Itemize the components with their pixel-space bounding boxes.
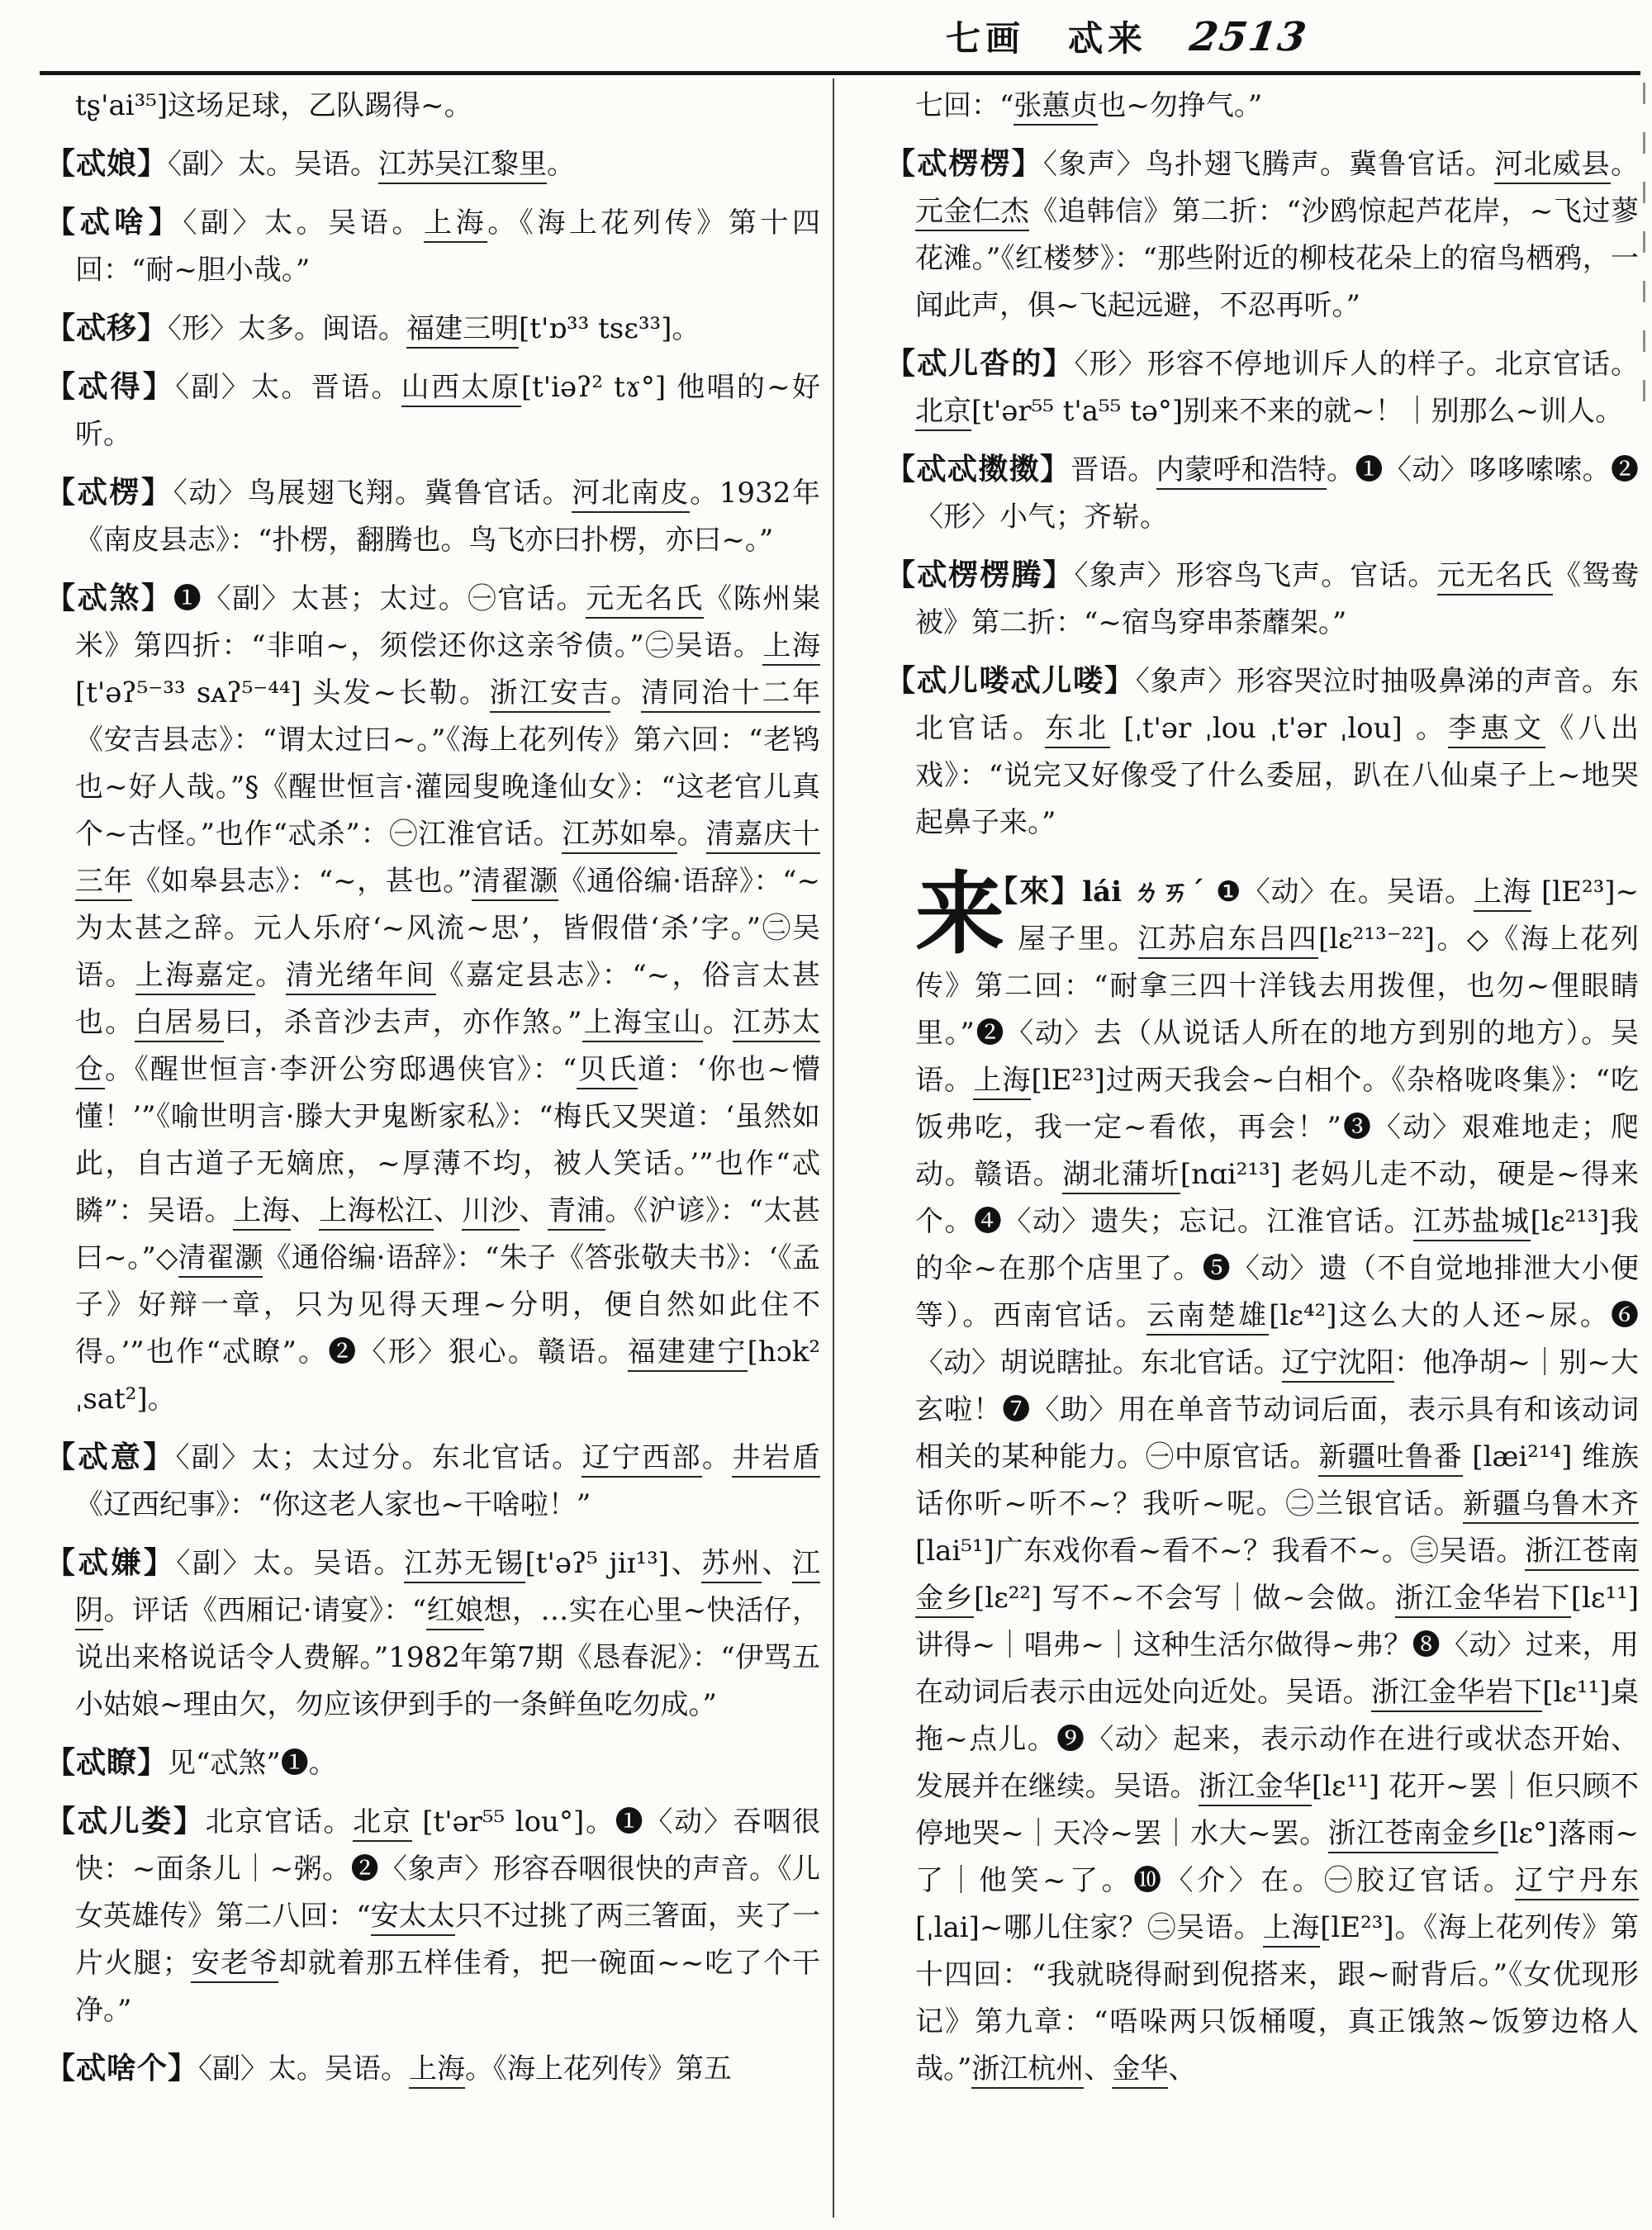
left-column (45, 83, 820, 2104)
entry-headword: 【忒娘】 (45, 146, 169, 181)
underlined-place-name: 安太太 (371, 1900, 455, 1936)
underlined-place-name: 清翟灏 (178, 1241, 263, 1278)
entry-headword: 【忒意】 (45, 1440, 176, 1474)
underlined-place-name: 山西太原 (401, 371, 521, 407)
entry-headword: 【忒煞】 (45, 581, 173, 615)
dictionary-entry (45, 1434, 820, 1529)
underlined-place-name: 清光绪年间 (286, 959, 436, 995)
underlined-place-name: 上海 (1474, 875, 1531, 912)
dictionary-entry (885, 552, 1639, 647)
underlined-place-name: 苏州 (701, 1547, 762, 1583)
dictionary-entry (45, 305, 820, 353)
underlined-place-name: 北京 (353, 1805, 411, 1842)
underlined-place-name: 江苏如皋 (562, 818, 676, 854)
entry-headword: 【忒楞】 (45, 475, 173, 510)
underlined-place-name: 清嘉庆十三年 (75, 818, 820, 901)
underlined-place-name: 上海松江 (319, 1194, 434, 1231)
dictionary-entry (45, 469, 820, 564)
entry-headword: 【忒楞楞】 (885, 146, 1043, 181)
underlined-place-name: 浙江杭州 (971, 2052, 1084, 2089)
underlined-place-name: 金华 (1112, 2052, 1168, 2089)
page-number: 2513 (1187, 14, 1311, 60)
underlined-place-name: 元无名氏 (1437, 559, 1553, 595)
dictionary-entry (45, 2045, 820, 2093)
underlined-place-name: 浙江苍南金乡 (1328, 1817, 1499, 1853)
underlined-place-name: 清翟灏 (472, 865, 558, 901)
underlined-place-name: 云南楚雄 (1146, 1299, 1269, 1336)
entry-body: 〈副〉太。吴语。上海。《海上花列传》第五 (198, 2052, 732, 2089)
entry-body: 〈副〉太。吴语。上海。《海上花列传》第十四回：“耐~胆小哉。” (75, 206, 821, 287)
entry-pronunciation: lái ㄌㄞˊ (1082, 875, 1217, 909)
entry-body: 〈副〉太；太过分。东北官话。辽宁西部。井岩盾《辽西纪事》：“你这老人家也~干啥啦！” (75, 1441, 820, 1521)
underlined-place-name: 清同治十二年 (641, 676, 820, 713)
underlined-place-name: 李惠文 (1448, 712, 1545, 748)
header-rule (40, 71, 1640, 75)
entry-headword: 【忒啥】 (45, 205, 183, 240)
underlined-place-name: 新疆吐鲁番 (1318, 1440, 1462, 1477)
underlined-place-name: 安老爷 (191, 1947, 279, 1983)
dictionary-entry (45, 140, 820, 188)
dictionary-entry (45, 363, 820, 458)
entry-body: 七回：“张蕙贞也~勿挣气。” (915, 89, 1262, 126)
entry-body: 〈副〉太。晋语。山西太原[t'iəʔ² tɤ°] 他唱的~好听。 (75, 371, 821, 451)
underlined-place-name: 上海 (1263, 1911, 1321, 1948)
underlined-place-name: 上海 (973, 1064, 1031, 1100)
underlined-place-name: 青浦 (548, 1194, 605, 1231)
entry-body: 〈象声〉形容哭泣时抽吸鼻涕的声音。东北官话。东北 [ˌt'ər ˌlou ˌt'ər ˌlou] 。李惠文《八出戏》：“说完又好像受了什么委屈，趴在八仙桌子上~地哭起鼻子来。” (915, 665, 1640, 839)
underlined-place-name: 江苏启东吕四 (1138, 923, 1318, 959)
underlined-place-name: 张蕙贞 (1014, 89, 1098, 126)
dictionary-entry (45, 1739, 820, 1787)
dictionary-entry (45, 83, 820, 130)
underlined-place-name: 江苏吴江黎里 (378, 148, 547, 184)
underlined-place-name: 贝氏 (577, 1053, 638, 1089)
entry-body: ❶〈副〉太甚；太过。㊀官话。元无名氏《陈州粜米》第四折：“非咱~，须偿还你这亲爷债。”㊁吴语。上海[t'əʔ⁵⁻³³ sᴀʔ⁵⁻⁴⁴] 头发~长勒。浙江安吉。清同治十二年《安吉县志》：“谓太过曰~。”《海上花列传》第六回：“老鸨也~好人哉。”§《醒世恒言·灌园叟晚逢仙女》：“这老官儿真个~古怪。”也作“忒杀”：㊀江淮官话。江苏如皋。清嘉庆十三年《如皋县志》：“~，甚也。”清翟灏《通俗编·语辞》：“~为太甚之辞。元人乐府‘~风流~思’，皆假借‘杀’字。”㊁吴语。上海嘉定。清光绪年间《嘉定县志》：“~，俗言太甚也。白居易曰，杀音沙去声，亦作煞。”上海宝山。江苏太仓。《醒世恒言·李汧公穷邸遇侠官》：“贝氏道：‘你也~懵懂！’”《喻世明言·滕大尹鬼断家私》：“梅氏又哭道：‘虽然如此，自古道子无嫡庶，~厚薄不均，被人笑话。’”也作“忒瞵”：吴语。上海、上海松江、川沙、青浦。《沪谚》：“太甚曰~。”◇清翟灏《通俗编·语辞》：“朱子《答张敬夫书》：‘《孟子》好辩一章，只为见得天理~分明，便自然如此住不得。’”也作“忒瞭”。❷〈形〉狠心。赣语。福建建宁[hɔk² ˌsat²]。 (75, 582, 821, 1416)
underlined-place-name: 河北南皮 (572, 477, 690, 513)
underlined-place-name: 井岩盾 (732, 1441, 820, 1478)
entry-body: tʂ'ai³⁵]这场足球，乙队踢得~。 (75, 89, 472, 122)
scan-edge-artifact (1643, 83, 1645, 429)
underlined-place-name: 新疆乌鲁木齐 (1463, 1487, 1639, 1524)
underlined-place-name: 浙江金华岩下 (1371, 1676, 1542, 1712)
entry-headword: 【忒嫌】 (45, 1545, 177, 1580)
underlined-place-name: 福建三明 (406, 312, 519, 349)
underlined-place-name: 辽宁沈阳 (1282, 1346, 1394, 1383)
dictionary-entry (885, 862, 1640, 2093)
page-header (946, 12, 1311, 61)
underlined-place-name: 浙江苍南金乡 (915, 1535, 1639, 1618)
underlined-place-name: 浙江安吉 (490, 676, 611, 713)
entry-headword: 【忒得】 (45, 369, 176, 404)
dictionary-entry (885, 446, 1639, 541)
right-column (885, 83, 1639, 2104)
underlined-place-name: 上海宝山 (582, 1006, 703, 1042)
entry-headword: 【忒移】 (45, 311, 169, 345)
dictionary-entry (885, 83, 1639, 130)
entry-body: 〈动〉鸟展翅飞翔。冀鲁官话。河北南皮。1932年《南皮县志》：“扑楞，翻腾也。鸟飞亦曰扑楞，亦曰~。” (75, 477, 821, 557)
dictionary-entry (45, 575, 820, 1423)
dictionary-entry (45, 1798, 820, 2034)
underlined-place-name: 内蒙呼和浩特 (1156, 453, 1327, 490)
entry-headword: 【忒忒擞擞】 (885, 452, 1071, 486)
underlined-place-name: 川沙 (462, 1194, 519, 1231)
underlined-place-name: 上海嘉定 (135, 959, 256, 995)
underlined-place-name: 河北威县 (1494, 148, 1611, 184)
entry-head-character: 来 (915, 862, 1005, 966)
entry-headword: 【忒楞楞腾】 (885, 558, 1075, 592)
dictionary-entry (885, 657, 1639, 847)
entry-body: 北京官话。北京 [t'ər⁵⁵ lou°]。❶〈动〉吞咽很快：~面条儿｜~粥。❷〈象声〉形容吞咽很快的声音。《儿女英雄传》第二八回：“安太太只不过挑了两三箸面，夹了一片火腿；安老爷却就着那五样佳肴，把一碗面~~吃了个干净。” (75, 1805, 821, 2027)
underlined-place-name: 湖北蒲圻 (1062, 1158, 1180, 1194)
underlined-place-name: 上海 (233, 1194, 290, 1231)
entry-body: 〈象声〉鸟扑翅飞腾声。冀鲁官话。河北威县。元金仁杰《追韩信》第二折：“沙鸥惊起芦花岸，~飞过蓼花滩。”《红楼梦》：“那些附近的柳枝花朵上的宿鸟栖鸦，一闻此声，俱~飞起远避，不忍再听。” (915, 148, 1640, 322)
entry-body: 〈形〉太多。闽语。福建三明[t'ɒ³³ tsɛ³³]。 (168, 312, 700, 349)
entry-headword: 【忒儿沓的】 (885, 346, 1075, 381)
underlined-place-name: 江阴 (75, 1547, 820, 1630)
entry-body: ❶〈动〉在。吴语。上海 [lE²³]~屋子里。江苏启东吕四[lɛ²¹³⁻²²]。◇《海上花列传》第二回：“耐拿三四十洋钱去用拨俚，也勿~俚眼睛里。”❷〈动〉去（从说话人所在的地方到别的地方）。吴语。上海[lE²³]过两天我会~白相个。《杂格咙咚集》：“吃饭弗吃，我一定~看侬，再会！”❸〈动〉艰难地走；爬动。赣语。湖北蒲圻[nɑi²¹³] 老妈儿走不动，硬是~得来个。❹〈动〉遗失；忘记。江淮官话。江苏盐城[lɛ²¹³]我的伞~在那个店里了。❺〈动〉遗（不自觉地排泄大小便等）。西南官话。云南楚雄[lɛ⁴²]这么大的人还~尿。❻〈动〉胡说瞎扯。东北官话。辽宁沈阳：他净胡~｜别~大玄啦！❼〈助〉用在单音节动词后面，表示具有和该动词相关的某种能力。㊀中原官话。新疆吐鲁番 [læi²¹⁴] 维族话你听~听不~？我听~呢。㊁兰银官话。新疆乌鲁木齐[lai⁵¹]广东戏你看~看不~？我看不~。㊂吴语。浙江苍南金乡[lɛ²²] 写不~不会写｜做~会做。浙江金华岩下[lɛ¹¹]讲得~｜唱弗~｜这种生活尔做得~弗？❽〈动〉过来，用在动词后表示由远处向近处。吴语。浙江金华岩下[lɛ¹¹]桌拖~点儿。❾〈动〉起来，表示动作在进行或状态开始、发展并在继续。吴语。浙江金华[lɛ¹¹] 花开~罢｜佢只顾不停地哭~｜天冷~罢｜水大~罢。浙江苍南金乡[lɛ°]落雨~了｜他笑~了。❿〈介〉在。㊀胶辽官话。辽宁丹东[ˌlai]~哪儿住家？㊁吴语。上海[lE²³]。《海上花列传》第十四回：“我就晓得耐到倪搭来，跟~耐背后。”《女优现形记》第九章：“唔哚两只饭桶嗄，真正饿煞~饭箩边格人哉。”浙江杭州、金华、 (915, 875, 1639, 2089)
underlined-place-name: 红娘 (426, 1594, 483, 1630)
underlined-place-name: 东北 (1045, 712, 1110, 748)
entry-headword: 【忒儿娄】 (45, 1804, 206, 1839)
underlined-place-name: 江苏太仓 (75, 1006, 820, 1089)
entry-body: 见“忒煞”❶。 (168, 1747, 337, 1780)
underlined-place-name: 江苏无锡 (404, 1547, 525, 1583)
underlined-place-name: 浙江金华 (1199, 1770, 1312, 1806)
underlined-place-name: 元无名氏 (586, 582, 704, 619)
entry-body: 〈副〉太。吴语。江苏吴江黎里。 (168, 148, 575, 184)
entry-headword: 【忒瞭】 (45, 1745, 169, 1780)
underlined-place-name: 江苏盐城 (1413, 1205, 1531, 1241)
dictionary-entry (885, 340, 1639, 435)
underlined-place-name: 浙江金华岩下 (1395, 1582, 1571, 1618)
underlined-place-name: 上海 (424, 206, 487, 243)
entry-body: 晋语。内蒙呼和浩特。❶〈动〉哆哆嗦嗦。❷〈形〉小气；齐崭。 (915, 453, 1640, 534)
column-divider (833, 78, 834, 2218)
underlined-place-name: 北京 (915, 395, 971, 431)
dictionary-entry (885, 140, 1639, 330)
entry-body: 〈副〉太。吴语。江苏无锡[t'əʔ⁵ jiɪ¹³]、苏州、江阴。评话《西厢记·请宴》：“红娘想，…实在心里~快活仔，说出来格说话令人费解。”1982年第7期《恳春泥》：“伊骂五小姑娘~理由欠，勿应该伊到手的一条鲜鱼吃勿成。” (75, 1547, 821, 1721)
header-section-label: 七画 (946, 18, 1026, 59)
underlined-place-name: 上海 (409, 2052, 465, 2089)
entry-body: 〈象声〉形容鸟飞声。官话。元无名氏《鸳鸯被》第二折：“~宿鸟穿串荼蘼架。” (915, 559, 1640, 639)
underlined-place-name: 上海 (762, 629, 820, 666)
header-entry-range: 忒来 (1068, 18, 1148, 59)
entry-headword: 【忒儿喽忒儿喽】 (885, 663, 1136, 698)
underlined-place-name: 元金仁杰 (915, 195, 1029, 231)
entry-headword: 【忒啥个】 (45, 2051, 199, 2085)
underlined-place-name: 白居易 (135, 1006, 224, 1042)
entry-headword: 【來】 (988, 874, 1083, 909)
entry-body: 〈形〉形容不停地训斥人的样子。北京官话。北京[t'ər⁵⁵ t'a⁵⁵ tə°]别来不来的就~！｜别那么~训人。 (915, 348, 1639, 431)
dictionary-entry (45, 199, 820, 294)
underlined-place-name: 辽宁西部 (582, 1441, 701, 1478)
underlined-place-name: 福建建宁 (628, 1336, 748, 1372)
underlined-place-name: 辽宁丹东 (1515, 1864, 1639, 1900)
dictionary-entry (45, 1540, 820, 1729)
